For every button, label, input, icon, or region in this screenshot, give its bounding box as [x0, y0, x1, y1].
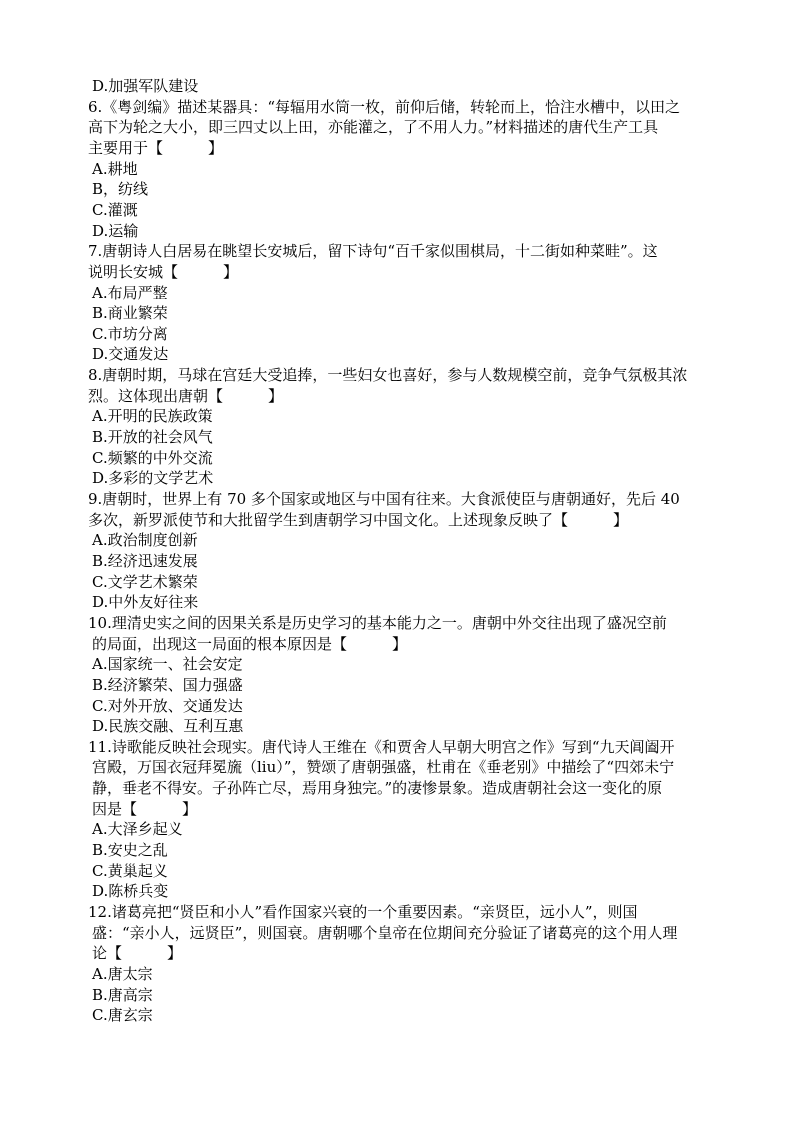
question-text: 说明长安城【 】: [88, 262, 239, 281]
answer-option: D.交通发达: [92, 345, 169, 364]
question-text: 因是【 】: [92, 799, 198, 818]
answer-option: D.运输: [92, 221, 139, 240]
answer-option: A.耕地: [92, 159, 138, 178]
question-text: 高下为轮之大小，即三四丈以上田，亦能灌之，了不用人力。”材料描述的唐代生产工具: [88, 118, 659, 137]
answer-option: A.唐太宗: [92, 964, 153, 983]
answer-option: A.政治制度创新: [92, 531, 198, 550]
question-text: 8.唐朝时期，马球在宫廷大受追捧，一些妇女也喜好，参与人数规模空前，竞争气氛极其浓: [88, 366, 688, 385]
question-text: 烈。这体现出唐朝【 】: [88, 386, 284, 405]
answer-option: C.文学艺术繁荣: [92, 572, 198, 591]
answer-option: C.市坊分离: [92, 324, 168, 343]
question-text: 多次，新罗派使节和大批留学生到唐朝学习中国文化。上述现象反映了【 】: [88, 510, 629, 529]
answer-option: B.开放的社会风气: [92, 428, 213, 447]
answer-option: B.经济繁荣、国力强盛: [92, 675, 243, 694]
answer-option: A.大泽乡起义: [92, 820, 183, 839]
question-text: 的局面，出现这一局面的根本原因是【 】: [92, 634, 408, 653]
question-text: 论【 】: [92, 944, 183, 963]
answer-option: D.加强军队建设: [92, 77, 199, 95]
answer-option: B.经济迅速发展: [92, 551, 198, 570]
answer-option: B.安史之乱: [92, 841, 168, 860]
question-text: 11.诗歌能反映社会现实。唐代诗人王维在《和贾舍人早朝大明宫之作》写到“九天阊阖开: [88, 737, 675, 756]
question-text: 6.《粤剑编》描述某器具：“每辐用水筒一枚，前仰后储，转轮而上，恰注水槽中，以田之: [88, 97, 680, 116]
answer-option: C.唐玄宗: [92, 1006, 153, 1025]
answer-option: C.黄巢起义: [92, 861, 168, 880]
answer-option: D.中外友好往来: [92, 593, 199, 612]
answer-option: A.国家统一、社会安定: [92, 655, 243, 674]
question-text: 盛：“亲小人，远贤臣”，则国衰。唐朝哪个皇帝在位期间充分验证了诸葛亮的这个用人理: [92, 923, 678, 942]
answer-option: B.商业繁荣: [92, 304, 168, 323]
answer-option: D.多彩的文学艺术: [92, 469, 214, 488]
question-text: 宫殿，万国衣冠拜冕旒（liu）”，赞颂了唐朝强盛，杜甫在《垂老别》中描绘了“四郊未宁: [92, 758, 675, 777]
question-text: 12.诸葛亮把“贤臣和小人”看作国家兴衰的一个重要因素。“亲贤臣，远小人”，则国: [88, 903, 638, 921]
question-text: 7.唐朝诗人白居易在眺望长安城后，留下诗句“百千家似围棋局，十二街如种菜畦”。这: [88, 242, 658, 261]
answer-option: A.布局严整: [92, 283, 168, 302]
answer-option: C.对外开放、交通发达: [92, 696, 243, 715]
answer-option: D.民族交融、互利互惠: [92, 717, 244, 736]
answer-option: C.灌溉: [92, 200, 138, 219]
question-text: 静，垂老不得安。子孙阵亡尽，焉用身独完。”的凄惨景象。造成唐朝社会这一变化的原: [92, 779, 663, 798]
answer-option: C.频繁的中外交流: [92, 448, 213, 467]
question-text: 10.理清史实之间的因果关系是历史学习的基本能力之一。唐朝中外交往出现了盛况空前: [88, 613, 667, 632]
answer-option: D.陈桥兵变: [92, 882, 169, 901]
answer-option: B，纺线: [92, 180, 149, 199]
question-text: 主要用于【 】: [88, 138, 224, 157]
answer-option: B.唐高宗: [92, 985, 153, 1004]
question-text: 9.唐朝时，世界上有 70 多个国家或地区与中国有往来。大食派使臣与唐朝通好，先后 40: [88, 490, 680, 508]
answer-option: A.开明的民族政策: [92, 407, 213, 426]
